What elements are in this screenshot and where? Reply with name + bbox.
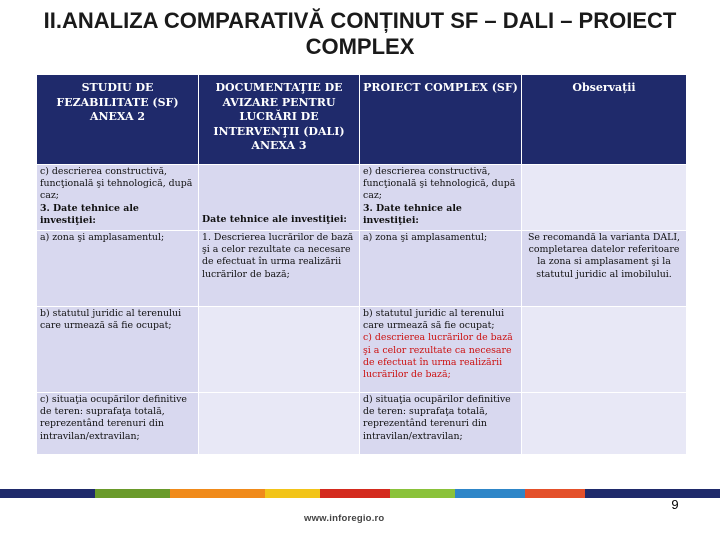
cell-pc-zona: a) zona şi amplasamentul; [360,231,522,307]
cell-dali-descrierea-lucrarilor: 1. Descrierea lucrărilor de bază şi a celor rezultate ca necesare de efectuat în urma realizării lucrărilor de bază; [199,231,360,307]
sf-descriere-constructiva: c) descrierea constructivă, funcţională şi tehnologică, după caz; [40,166,193,202]
sf-date-tehnice-label: 3. Date tehnice ale investiţiei: [40,202,139,226]
header-dali: DOCUMENTAŢIE DE AVIZARE PENTRU LUCRĂRI DE INTERVENŢII (DALI) ANEXA 3 [199,75,360,165]
cell-obs-empty-3 [522,307,687,393]
table-row [37,165,687,231]
bar-segment-navy2 [585,489,720,498]
comparison-table [36,74,687,455]
pc-date-tehnice-label: 3. Date tehnice ale investiţiei: [363,202,462,226]
bar-segment-navy [0,489,95,498]
cell-sf-statut-juridic: b) statutul juridic al terenului care urmează să fie ocupat; [37,307,199,393]
pc-statut-juridic-text: b) statutul juridic al terenului care urmează să fie ocupat; [363,308,505,332]
cell-dali-date-tehnice [199,165,360,231]
cell-sf-ocupari-teren: c) situaţia ocupărilor definitive de teren: suprafaţa totală, reprezentând terenuri din intravilan/extravilan; [37,393,199,455]
bar-segment-red [320,489,390,498]
header-proiect-complex: PROIECT COMPLEX (SF) [360,75,522,165]
cell-pc-date-tehnice [360,165,522,231]
bar-segment-yellow [265,489,320,498]
cell-sf-zona: a) zona şi amplasamentul; [37,231,199,307]
dali-date-tehnice-label: Date tehnice ale investiţiei: [202,213,347,225]
bar-segment-blue [455,489,525,498]
header-sf: STUDIU DE FEZABILITATE (SF) ANEXA 2 [37,75,199,165]
table-header-row [37,75,687,165]
table-row [37,393,687,455]
bar-segment-lightgreen [390,489,455,498]
pc-descriere-constructiva: e) descrierea constructivă, funcţională şi tehnologică, după caz; [363,166,516,202]
cell-pc-statut-juridic [360,307,522,393]
page-number: 9 [671,497,679,512]
cell-dali-empty-4 [199,393,360,455]
cell-obs-recomandare: Se recomandă la varianta DALI, completarea datelor referitoare la zona si amplasament şi la statutul juridic al imobilului. [522,231,687,307]
table-row [37,307,687,393]
cell-pc-ocupari-teren: d) situaţia ocupărilor definitive de teren: suprafaţa totală, reprezentând terenuri din intravilan/extravilan; [360,393,522,455]
bar-segment-orange [170,489,265,498]
pc-descrierea-lucrarilor-red: c) descrierea lucrărilor de bază şi a celor rezultate ca necesare de efectuat în urma realizării lucrărilor de bază; [363,332,513,381]
slide-title: II.ANALIZA COMPARATIVĂ CONȚINUT SF – DALI – PROIECT COMPLEX [43,8,677,59]
website-url: www.inforegio.ro [304,513,385,524]
table-row [37,231,687,307]
cell-obs-empty-1 [522,165,687,231]
cell-obs-empty-4 [522,393,687,455]
cell-sf-date-tehnice [37,165,199,231]
bar-segment-green [95,489,170,498]
header-observatii: Observații [522,75,687,165]
bar-segment-red2 [525,489,585,498]
cell-dali-empty-3 [199,307,360,393]
